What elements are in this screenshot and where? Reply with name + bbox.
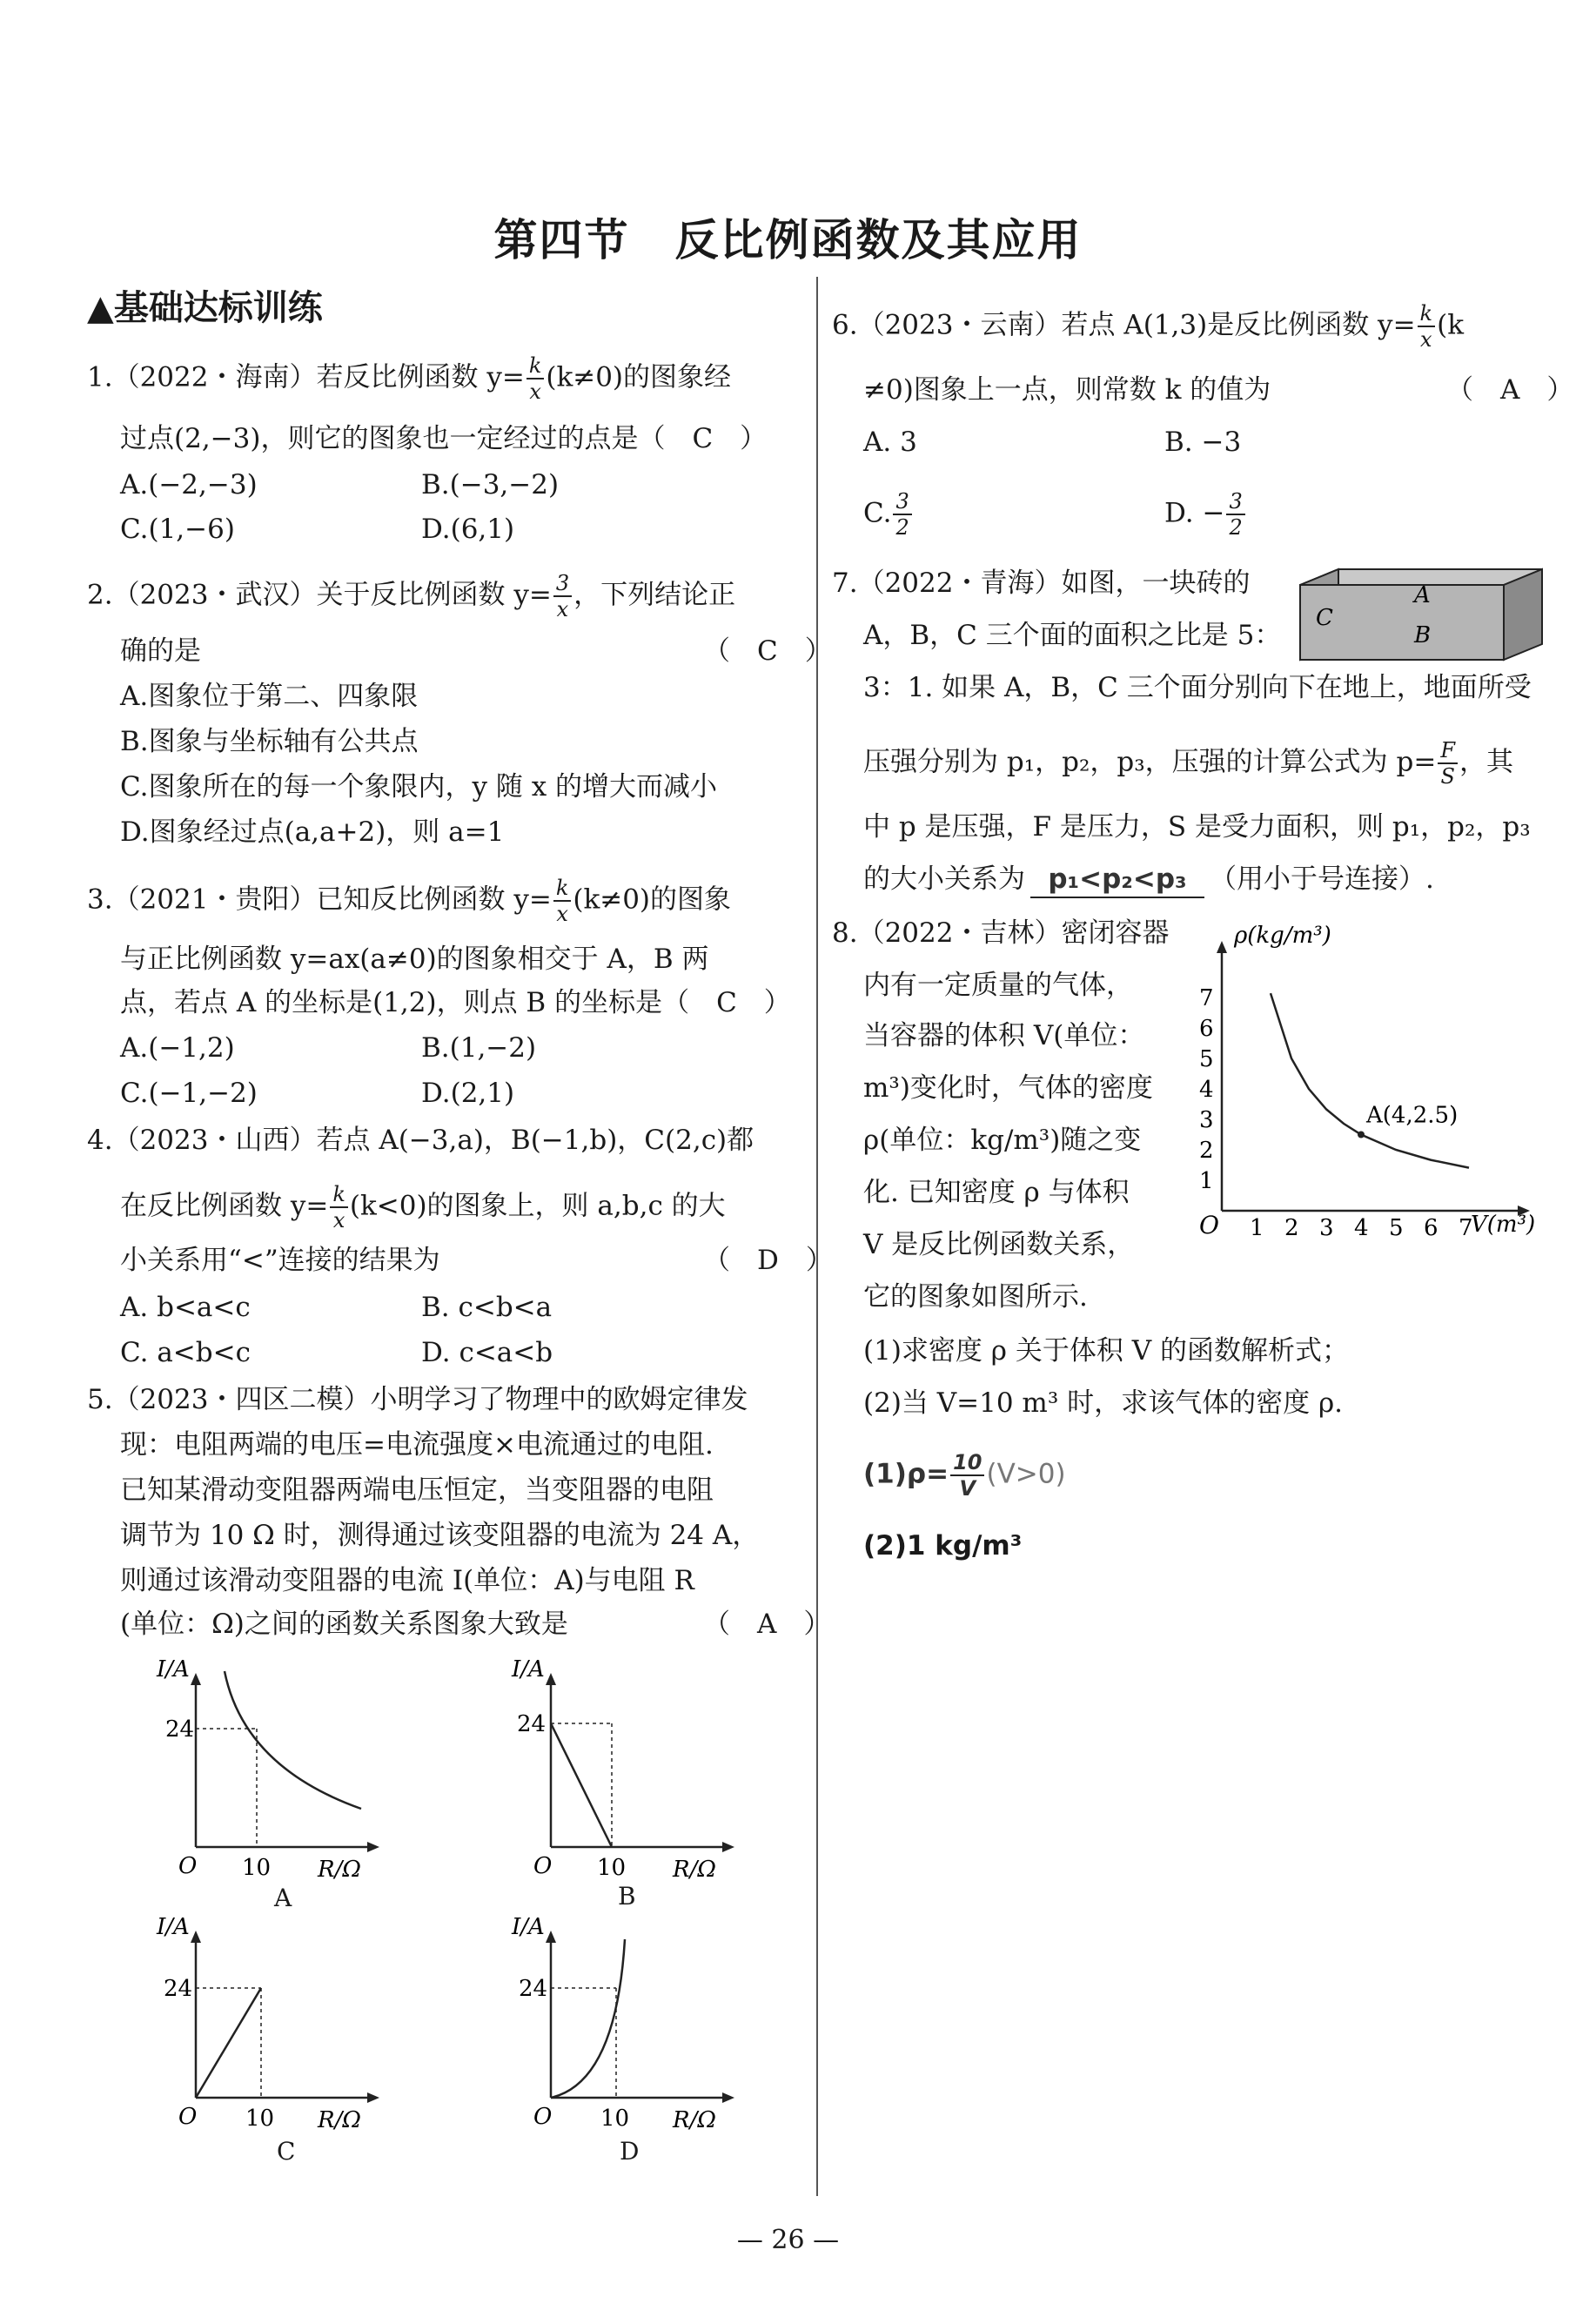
x-axis-arrow <box>367 2092 379 2103</box>
q5-graph-a <box>139 1654 400 1889</box>
q2-line2: 确的是 <box>120 635 201 667</box>
x-axis-arrow <box>722 1842 734 1852</box>
q6-option-d-fraction: $\frac{3}{2}$ <box>1226 491 1244 538</box>
q2-option-c: C.图象所在的每一个象限内，y 随 x 的增大而减小 <box>120 771 718 803</box>
point-a-label: A(4,2.5) <box>1366 1102 1459 1129</box>
origin-label: O <box>178 2104 198 2130</box>
q5-line6: (单位：Ω)之间的函数关系图象大致是 <box>120 1609 568 1640</box>
x-tick-6: 6 <box>1424 1215 1439 1240</box>
q5-graph-c <box>139 1913 400 2139</box>
y-tick-24: 24 <box>517 1711 547 1737</box>
q8-answer-fraction: $\frac{10}{V}$ <box>950 1452 984 1499</box>
q8-line7: V 是反比例函数关系， <box>863 1229 1135 1260</box>
q2-fraction: $\frac{3}{x}$ <box>553 573 572 620</box>
q3-line2: 与正比例函数 y=ax(a≠0)的图象相交于 A，B 两 <box>120 944 709 975</box>
y-axis-label: I/A <box>512 1914 545 1940</box>
q6-line1: 6.（2023・云南）若点 A(1,3)是反比例函数 y= $\frac{k}{x}$ (k <box>832 301 1464 352</box>
x-tick-5: 5 <box>1389 1215 1404 1240</box>
origin-label: O <box>178 1853 198 1879</box>
q5-answer: （ A ） <box>703 1609 831 1640</box>
q2-option-b: B.图象与坐标轴有公共点 <box>120 726 419 757</box>
q5-graph-a-label: A <box>274 1884 292 1912</box>
q8-line8: 它的图象如图所示. <box>863 1281 1088 1313</box>
q7-fill-answer: p₁<p₂<p₃ <box>1030 862 1204 898</box>
x-axis-label: R/Ω <box>673 1857 716 1883</box>
q8-line2: 内有一定质量的气体， <box>863 970 1133 1001</box>
x-tick-4: 4 <box>1354 1215 1369 1240</box>
q4-option-d: D. c<a<b <box>421 1337 553 1368</box>
y-axis-arrow <box>546 1931 556 1943</box>
y-axis-label: I/A <box>157 1656 190 1683</box>
x-tick-3: 3 <box>1319 1215 1334 1240</box>
y-axis-label: ρ(kg/m³) <box>1234 923 1331 949</box>
q1-option-d: D.(6,1) <box>421 514 515 545</box>
x-axis-arrow <box>367 1842 379 1852</box>
q4-line1: 4.（2023・山西）若点 A(−3,a)，B(−1,b)，C(2,c)都 <box>87 1125 754 1156</box>
q7-line3: 3：1. 如果 A，B，C 三个面分别向下在地上，地面所受 <box>863 672 1532 703</box>
brick-label-a: A <box>1414 582 1431 608</box>
q5-graph-b <box>494 1654 755 1889</box>
x-tick-10: 10 <box>245 2106 275 2132</box>
q1-line2: 过点(2,−3)，则它的图象也一定经过的点是（ C ） <box>120 423 768 454</box>
q4-option-c: C. a<b<c <box>120 1337 251 1368</box>
q5-line4: 调节为 10 Ω 时，测得通过该变阻器的电流为 24 A， <box>120 1520 760 1551</box>
page-number: — 26 — <box>736 2225 840 2255</box>
x-axis-label: V(m³) <box>1471 1212 1536 1238</box>
q3-option-a: A.(−1,2) <box>120 1032 235 1064</box>
q2-line1: 2.（2023・武汉）关于反比例函数 y= $\frac{3}{x}$ ，下列结论正 <box>87 571 736 621</box>
x-tick-10: 10 <box>597 1855 627 1881</box>
q7-line5: 中 p 是压强，F 是压力，S 是受力面积，则 p₁，p₂，p₃ <box>863 811 1531 843</box>
y-tick-5: 5 <box>1199 1046 1214 1072</box>
q5-graph-b-label: B <box>618 1882 636 1911</box>
q8-answer1: (1)ρ= $\frac{10}{V}$ (V>0) <box>863 1450 1066 1501</box>
q6-option-d: D. − $\frac{3}{2}$ <box>1164 491 1247 538</box>
q6-option-c-fraction: $\frac{3}{2}$ <box>893 491 911 538</box>
q5-line3: 已知某滑动变阻器两端电压恒定，当变阻器的电阻 <box>120 1474 714 1506</box>
x-tick-1: 1 <box>1250 1215 1264 1240</box>
line-increasing <box>196 1988 261 2098</box>
q5-line5: 则通过该滑动变阻器的电流 I(单位：A)与电阻 R <box>120 1565 694 1596</box>
q7-line2: A，B，C 三个面的面积之比是 5： <box>863 620 1282 651</box>
x-tick-10: 10 <box>600 2106 630 2132</box>
y-tick-4: 4 <box>1199 1077 1214 1103</box>
q8-line5: ρ(单位：kg/m³)随之变 <box>863 1125 1142 1156</box>
q5-graph-d-label: D <box>620 2137 640 2166</box>
y-tick-3: 3 <box>1199 1107 1214 1133</box>
page-title: 第四节 反比例函数及其应用 <box>493 214 1083 265</box>
q2-option-d: D.图象经过点(a,a+2)，则 a=1 <box>120 816 505 848</box>
q6-option-c: C. $\frac{3}{2}$ <box>863 491 914 538</box>
q2-option-a: A.图象位于第二、四象限 <box>120 681 419 712</box>
y-tick-24: 24 <box>165 1716 195 1743</box>
column-divider <box>816 277 818 2196</box>
origin-label: O <box>533 1853 553 1879</box>
x-axis-label: R/Ω <box>673 2107 716 2133</box>
q7-line4: 压强分别为 p₁，p₂，p₃，压强的计算公式为 p= $\frac{F}{S}$ ，其 <box>863 738 1513 789</box>
q4-line2: 在反比例函数 y= $\frac{k}{x}$ (k<0)的图象上，则 a,b,c 的大 <box>120 1182 726 1233</box>
q4-answer: （ D ） <box>703 1245 833 1276</box>
point-a-marker <box>1358 1132 1365 1138</box>
curve-hyperbola <box>225 1671 361 1809</box>
q7-line6: 的大小关系为 p₁<p₂<p₃ （用小于号连接）. <box>863 862 1434 898</box>
q3-option-d: D.(2,1) <box>421 1078 515 1109</box>
y-axis-label: I/A <box>512 1656 545 1683</box>
q6-line2: ≠0)图象上一点，则常数 k 的值为 <box>863 374 1271 406</box>
x-tick-2: 2 <box>1284 1215 1299 1240</box>
y-tick-7: 7 <box>1199 985 1214 1011</box>
density-chart <box>1157 918 1558 1240</box>
brick-label-b: B <box>1414 622 1432 648</box>
section-heading: ▲基础达标训练 <box>87 288 323 328</box>
q8-line6: 化. 已知密度 ρ 与体积 <box>863 1177 1130 1208</box>
q8-sub2: (2)当 V=10 m³ 时，求该气体的密度 ρ. <box>863 1387 1344 1419</box>
y-tick-24: 24 <box>519 1976 548 2002</box>
q8-line1: 8.（2022・吉林）密闭容器 <box>832 917 1170 949</box>
line-decreasing <box>551 1723 612 1847</box>
brick-label-c: C <box>1316 605 1333 631</box>
x-axis-label: R/Ω <box>318 1857 361 1883</box>
q3-line1: 3.（2021・贵阳）已知反比例函数 y= $\frac{k}{x}$ (k≠0)的图象 <box>87 876 732 926</box>
origin-label: O <box>1199 1211 1219 1239</box>
q6-fraction: $\frac{k}{x}$ <box>1418 303 1436 350</box>
q7-line1: 7.（2022・青海）如图，一块砖的 <box>832 568 1251 599</box>
x-axis-label: R/Ω <box>318 2107 361 2133</box>
q4-option-a: A. b<a<c <box>120 1292 251 1323</box>
q4-option-b: B. c<b<a <box>421 1292 553 1323</box>
y-tick-24: 24 <box>164 1976 193 2002</box>
y-tick-1: 1 <box>1199 1168 1214 1194</box>
x-tick-10: 10 <box>242 1855 272 1881</box>
brick-figure <box>1297 566 1549 667</box>
x-axis-arrow <box>722 2092 734 2103</box>
q2-answer: （ C ） <box>703 635 832 667</box>
q8-answer2: (2)1 kg/m³ <box>863 1530 1023 1562</box>
q5-graph-d <box>494 1913 755 2139</box>
q8-sub1: (1)求密度 ρ 关于体积 V 的函数解析式； <box>863 1335 1349 1367</box>
q6-option-b: B. −3 <box>1164 427 1242 458</box>
q1-line1: 1.（2022・海南）若反比例函数 y= $\frac{k}{x}$ (k≠0)的图象经 <box>87 353 732 404</box>
q8-line3: 当容器的体积 V(单位： <box>863 1020 1145 1051</box>
q1-fraction: $\frac{k}{x}$ <box>526 355 545 402</box>
q1-option-c: C.(1,−6) <box>120 514 235 545</box>
q5-line1: 5.（2023・四区二模）小明学习了物理中的欧姆定律发 <box>87 1384 748 1415</box>
origin-label: O <box>533 2104 553 2130</box>
y-axis-arrow <box>546 1673 556 1685</box>
q6-option-a: A. 3 <box>863 427 917 458</box>
x-tick-7: 7 <box>1459 1215 1473 1240</box>
y-tick-6: 6 <box>1199 1016 1214 1042</box>
q5-graph-c-label: C <box>277 2137 296 2166</box>
q1-option-b: B.(−3,−2) <box>421 469 560 500</box>
y-axis-arrow <box>191 1931 201 1943</box>
q1-option-a: A.(−2,−3) <box>120 469 258 500</box>
y-axis-arrow <box>191 1673 201 1685</box>
q3-line3: 点，若点 A 的坐标是(1,2)，则点 B 的坐标是（ C ） <box>120 987 791 1018</box>
y-axis-arrow <box>1217 941 1227 953</box>
y-tick-2: 2 <box>1199 1138 1214 1164</box>
series-line-rho <box>1271 993 1469 1168</box>
y-axis-label: I/A <box>157 1914 190 1940</box>
q3-fraction: $\frac{k}{x}$ <box>553 877 572 924</box>
q3-option-c: C.(−1,−2) <box>120 1078 258 1109</box>
q4-fraction: $\frac{k}{x}$ <box>330 1184 348 1231</box>
curve-increasing <box>551 1939 625 2098</box>
brick-face-end <box>1504 569 1542 660</box>
q4-line3: 小关系用“<”连接的结果为 <box>120 1245 440 1276</box>
q7-fraction: $\frac{F}{S}$ <box>1438 740 1458 787</box>
q8-line4: m³)变化时，气体的密度 <box>863 1072 1153 1104</box>
q3-option-b: B.(1,−2) <box>421 1032 537 1064</box>
q6-answer: （ A ） <box>1446 374 1574 406</box>
q5-line2: 现：电阻两端的电压=电流强度×电流通过的电阻. <box>120 1429 714 1461</box>
